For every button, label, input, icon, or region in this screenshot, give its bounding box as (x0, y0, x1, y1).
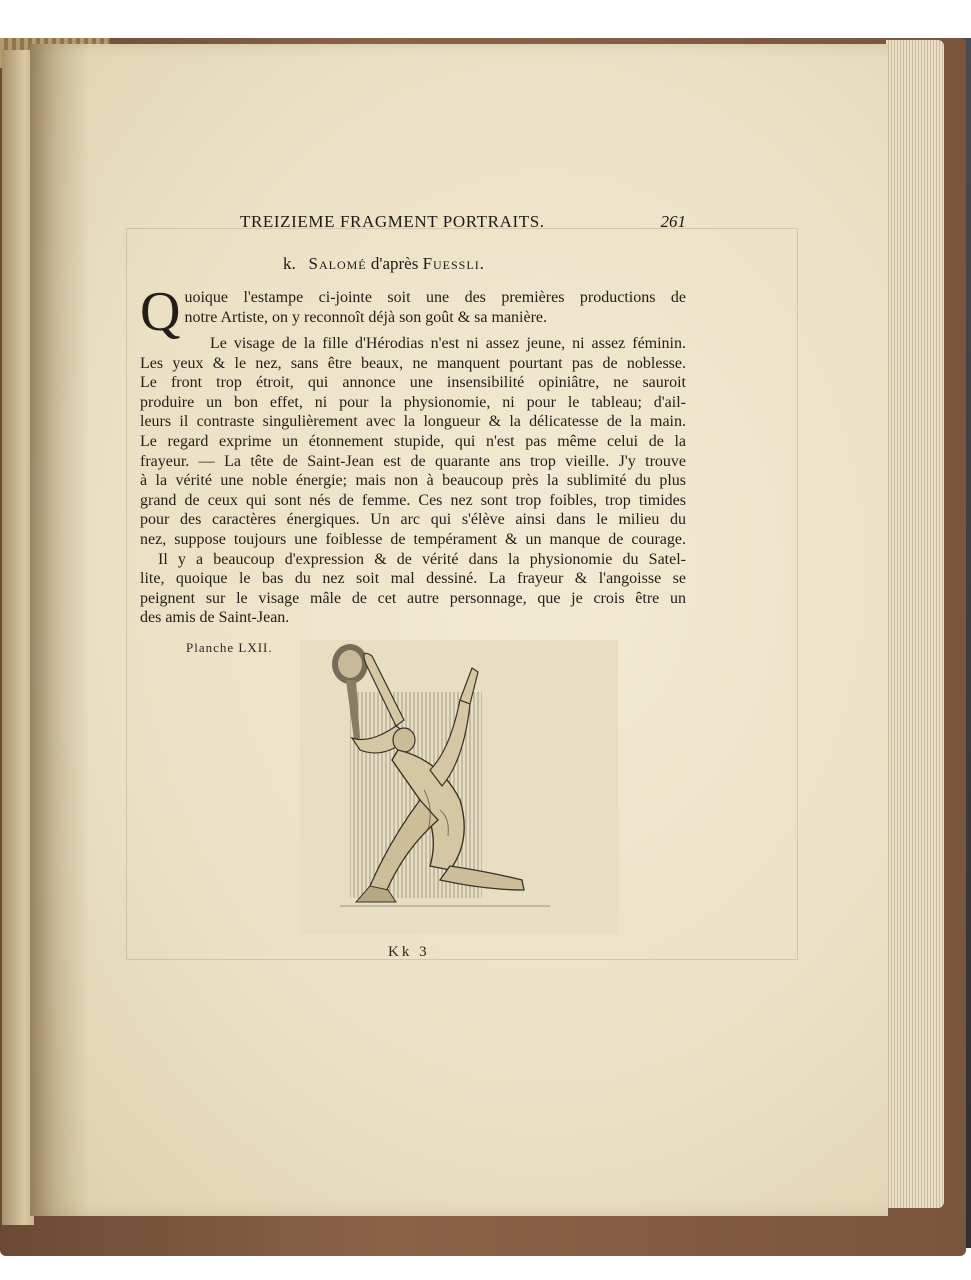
text-line: pour des caractères énergiques. Un arc qui s'élève ainsi dans le milieu du (140, 511, 686, 529)
text-line: produire un bon effet, ni pour la physionomie, ni pour le tableau; d'ail- (140, 393, 686, 411)
text-line: lite, quoique le bas du nez soit mal dessiné. La frayeur & l'angoisse se (140, 570, 686, 588)
text-line: Le regard exprime un étonnement stupide, qui n'est pas même celui de la (140, 432, 686, 450)
plate-label: Planche LXII. (186, 640, 273, 655)
section-heading (283, 254, 485, 274)
text-line: Il y a beaucoup d'expression & de vérité dans la physionomie du Satel- (158, 550, 686, 568)
page-gutter-shadow (30, 44, 90, 1216)
text-line: Le visage de la fille d'Hérodias n'est ni assez jeune, ni assez féminin. (210, 335, 686, 352)
section-title-artist: Fuessli. (422, 254, 485, 273)
drop-cap: Q (140, 281, 181, 343)
body-text (140, 281, 686, 628)
text-line: uoique l'estampe ci-jointe soit une des premières productions de (184, 289, 686, 306)
text-line: des amis de Saint-Jean. (140, 609, 290, 627)
page-stack-edges (886, 40, 944, 1208)
section-letter: k. (283, 254, 296, 273)
section-title-name: Salomé (308, 254, 367, 273)
running-head (240, 212, 686, 238)
text-line: leurs il contraste singulièrement avec la longueur & la délicatesse de la main. (140, 413, 686, 431)
page-number: 261 (660, 212, 686, 231)
engraving-figure-icon (300, 640, 618, 934)
text-line: frayeur. — La tête de Saint-Jean est de quarante ans trop vieille. J'y trouve (140, 452, 686, 470)
text-line: peignent sur le visage mâle de cet autre personnage, que je crois être un (140, 589, 686, 607)
engraving-plate (300, 640, 618, 934)
running-head-title: TREIZIEME FRAGMENT PORTRAITS. (240, 212, 545, 231)
signature-mark: Kk 3 (388, 944, 430, 960)
text-line: Les yeux & le nez, sans être beaux, ne manquent pourtant pas de noblesse. (140, 354, 686, 372)
text-line: grand de ceux qui sont nés de femme. Ces nez sont trop foibles, trop timides (140, 491, 686, 509)
text-line: notre Artiste, on y reconnoît déjà son goût & sa manière. (184, 308, 548, 326)
text-line: Le front trop étroit, qui annonce une insensibilité opiniâtre, ne sauroit (140, 374, 686, 392)
section-title-preposition: d'après (370, 254, 419, 273)
text-line: à la vérité une noble énergie; mais non à beaucoup près la sublimité du plus (140, 472, 686, 490)
text-line: nez, suppose toujours une foiblesse de tempérament & un manque de courage. (140, 530, 686, 548)
